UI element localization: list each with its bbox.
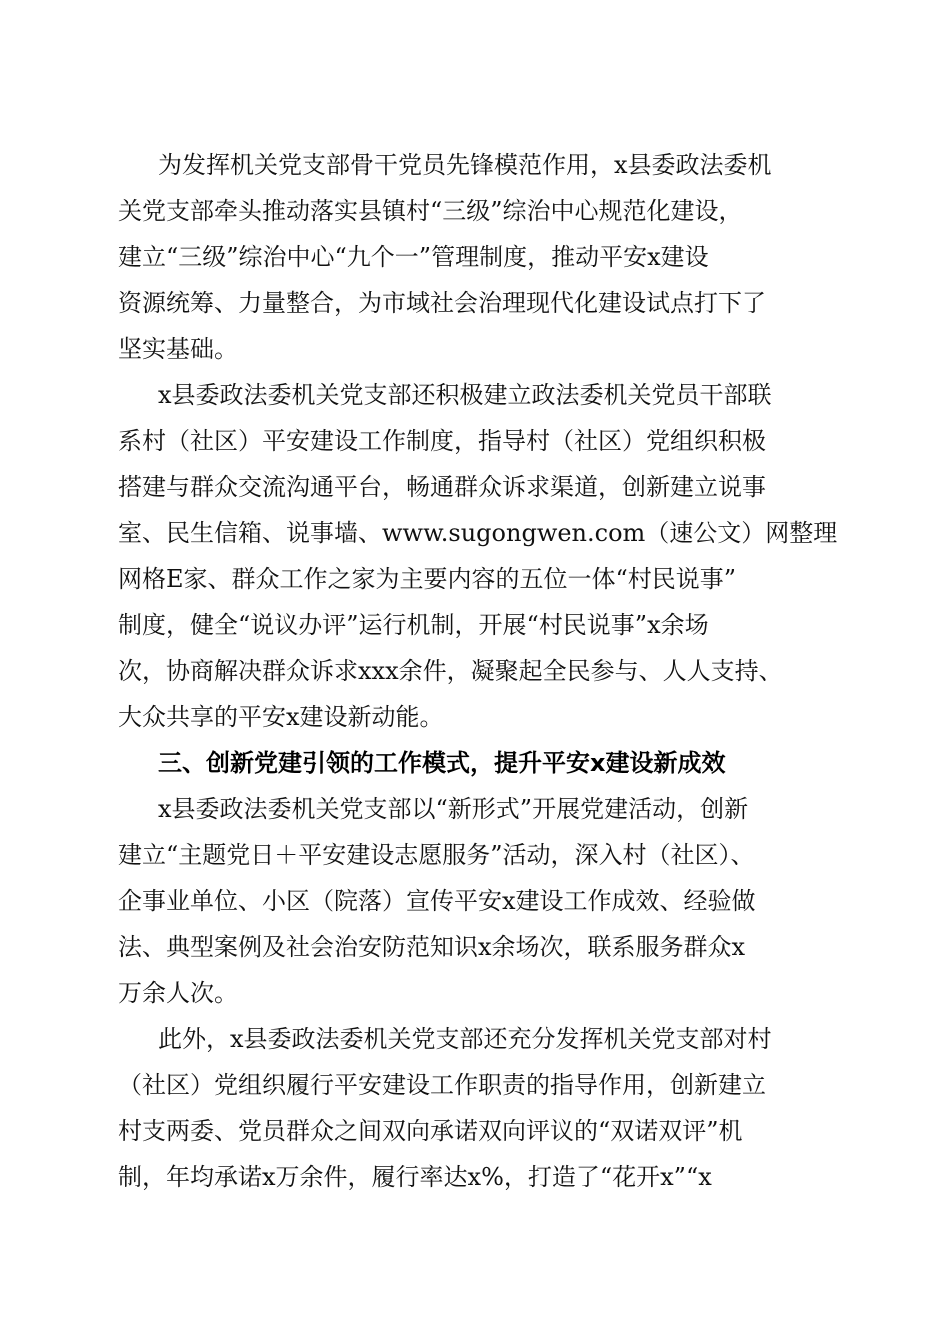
text-line: 法、典型案例及社会治安防范知识x余场次，联系服务群众x <box>118 933 746 961</box>
text-line: 为发挥机关党支部骨干党员先锋模范作用，x县委政法委机 <box>158 151 772 179</box>
text-line: 网格E家、群众工作之家为主要内容的五位一体“村民说事” <box>118 565 737 593</box>
text-line: x县委政法委机关党支部还积极建立政法委机关党员干部联 <box>158 381 772 409</box>
paragraph-1 <box>118 142 838 372</box>
text-line: （社区）党组织履行平安建设工作职责的指导作用，创新建立 <box>118 1071 766 1099</box>
paragraph-2 <box>118 372 838 740</box>
text-line: 企事业单位、小区（院落）宣传平安x建设工作成效、经验做 <box>118 887 756 915</box>
text-line: 次，协商解决群众诉求xxx余件，凝聚起全民参与、人人支持、 <box>118 657 783 685</box>
text-line: 此外，x县委政法委机关党支部还充分发挥机关党支部对村 <box>158 1025 772 1053</box>
paragraph-4 <box>118 1016 838 1200</box>
text-line: 建立“主题党日＋平安建设志愿服务”活动，深入村（社区）、 <box>118 841 755 869</box>
section-heading <box>118 740 838 786</box>
text-line: 建立“三级”综治中心“九个一”管理制度，推动平安x建设 <box>118 243 709 271</box>
text-line: 制度，健全“说议办评”运行机制，开展“村民说事”x余场 <box>118 611 709 639</box>
text-line: 坚实基础。 <box>118 335 238 363</box>
text-line: 制，年均承诺x万余件，履行率达x%，打造了“花开x”“x <box>118 1163 712 1191</box>
text-line: 资源统筹、力量整合，为市域社会治理现代化建设试点打下了 <box>118 289 766 317</box>
text-line: x县委政法委机关党支部以“新形式”开展党建活动，创新 <box>158 795 749 823</box>
document-body <box>118 142 838 1200</box>
text-line: 搭建与群众交流沟通平台，畅通群众诉求渠道，创新建立说事 <box>118 473 766 501</box>
text-line: 万余人次。 <box>118 979 238 1007</box>
heading-line: 三、创新党建引领的工作模式，提升平安x建设新成效 <box>158 749 726 777</box>
text-line: 系村（社区）平安建设工作制度，指导村（社区）党组织积极 <box>118 427 766 455</box>
text-line: 关党支部牵头推动落实县镇村“三级”综治中心规范化建设， <box>118 197 743 225</box>
text-line: 大众共享的平安x建设新动能。 <box>118 703 444 731</box>
text-line: 室、民生信箱、说事墙、www.sugongwen.com（速公文）网整理 <box>118 519 838 547</box>
paragraph-3 <box>118 786 838 1016</box>
text-line: 村支两委、党员群众之间双向承诺双向评议的“双诺双评”机 <box>118 1117 743 1145</box>
